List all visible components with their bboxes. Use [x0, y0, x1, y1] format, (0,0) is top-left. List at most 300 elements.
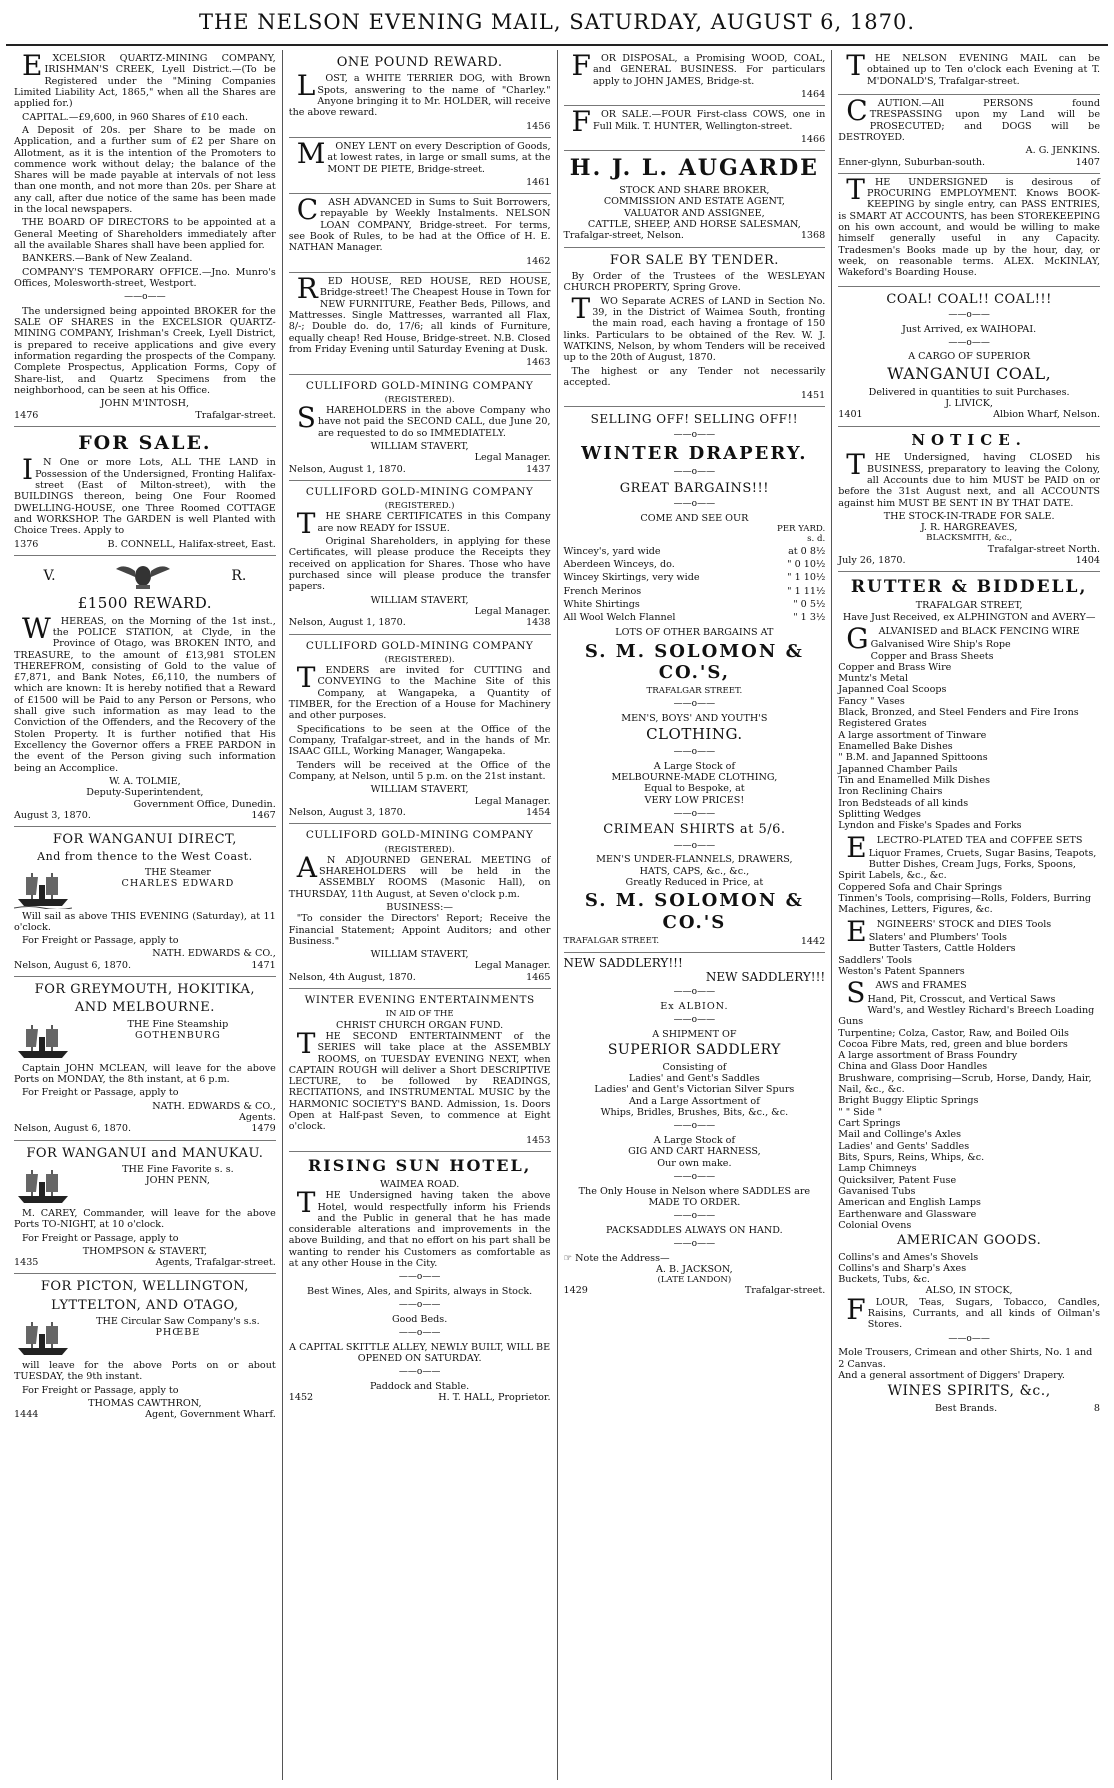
rutter-diggers: And a general assortment of Diggers' Drapery. — [838, 1369, 1065, 1381]
mckinlay-body: THE UNDERSIGNED is desirous of PROCURING EMPLOYMENT. Knows BOOK-KEEPING by single entry, can PASS ENTRIES, is SMART AT ACCOUNTS, has been STOREKEEPING on his own account, and would be willing to make himself generally useful in any Capacity. Tradesmen's Books made up by the hour, day, or week, on reasonable terms. ALEX. McKINLAY, Wakeford's Boarding House. — [838, 172, 1100, 279]
ad-number: 1442 — [800, 935, 826, 947]
drapery-low: VERY LOW PRICES! — [644, 794, 745, 806]
list-item: Bright Buggy Eliptic Springs — [838, 1095, 979, 1107]
list-item: Registered Grates — [838, 718, 927, 730]
culliford3-sig: WILLIAM STAVERT, — [370, 784, 469, 796]
hotel-l4: Paddock and Stable. — [370, 1381, 470, 1393]
item-name: Wincey's, yard wide — [563, 545, 661, 557]
hotel-l2: Good Beds. — [392, 1313, 448, 1325]
ad-one-pound-reward — [289, 50, 551, 138]
column-1 — [8, 50, 283, 1780]
ad-employment — [838, 174, 1100, 287]
ad-caution — [838, 95, 1100, 174]
rutter-electro-body: Liquor Frames, Cruets, Sugar Basins, Teapots, Butter Dishes, Cream Jugs, Forks, Spoons, Spirit Labels, &c., &c. — [838, 847, 1097, 882]
forsale-sig: B. CONNELL, Halifax-street, East. — [107, 538, 276, 550]
picton-title2: LYTTELTON, AND OTAGO, — [51, 1297, 239, 1313]
forsale-body: IN One or more Lots, ALL THE LAND in Possession of the Undersigned, Fronting Halifax-street (East of Milton-street), with the BUILDINGS thereon, being One Four Roomed DWELLING-HOUSE, one Three Roomed COTTAGE and WORKSHOP. The GARDEN is well Planted with Choice Trees. Apply to — [14, 453, 276, 537]
ad-number: 1407 — [1075, 156, 1100, 168]
columns — [8, 50, 1106, 1780]
wanganui-ship-name: CHARLES EDWARD — [121, 877, 235, 889]
picton-steamer: THE Circular Saw Company's s.s. — [96, 1316, 260, 1328]
money-body: MONEY LENT on every Description of Goods, at lowest rates, in large or small sums, at the MONT DE PIETE, Bridge-street. — [296, 136, 551, 175]
item-price: " 1 10½ — [787, 572, 826, 584]
masthead: THE NELSON EVENING MAIL, SATURDAY, AUGUST 6, 1870. — [6, 0, 1108, 46]
list-item: Iron Bedsteads of all kinds — [838, 797, 969, 809]
culliford1-body: SHAREHOLDERS in the above Company who have not paid the SECOND CALL, due June 20, are requested to do so IMMEDIATELY. — [296, 401, 551, 439]
rutter-brands: Best Brands. — [934, 1402, 998, 1414]
list-item: Cart Springs — [838, 1118, 901, 1130]
ad-number: 1437 — [526, 463, 551, 475]
manukau-body: M. CAREY, Commander, will leave for the above Ports TO-NIGHT, at 10 o'clock. — [14, 1207, 276, 1231]
list-item: Japanned Chamber Pails — [838, 763, 958, 775]
culliford2-date: Nelson, August 1, 1870. — [288, 617, 406, 629]
ad-number: 1452 — [288, 1392, 314, 1404]
drapery-bargains: GREAT BARGAINS!!! — [619, 481, 769, 497]
reward-date: August 3, 1870. — [14, 809, 91, 821]
cows-body: FOR SALE.—FOUR First-class COWS, one in Full Milk. T. HUNTER, Wellington-street. — [571, 105, 826, 139]
ad-number: 1368 — [800, 230, 826, 242]
hotel-sig: H. T. HALL, Proprietor. — [438, 1392, 551, 1404]
drapery-mens: MEN'S, BOYS' AND YOUTH'S — [621, 713, 768, 725]
winter-title: WINTER EVENING ENTERTAINMENTS — [304, 994, 535, 1007]
coal-sig: J. LIVICK, — [945, 397, 993, 409]
picton-agent: THOMAS CAWTHRON, — [88, 1398, 202, 1410]
greymouth-title1: FOR GREYMOUTH, HOKITIKA, — [34, 982, 256, 998]
coal-name: WANGANUI COAL, — [887, 363, 1052, 383]
ad-culliford-4 — [289, 824, 551, 989]
culliford1-reg: (REGISTERED). — [384, 394, 455, 405]
price-row — [564, 598, 826, 611]
drapery-under: MEN'S UNDER-FLANNELS, DRAWERS, — [596, 854, 793, 866]
saddlery-own: Our own make. — [657, 1157, 732, 1169]
ad-money-lent — [289, 138, 551, 194]
royal-arms-icon — [114, 559, 172, 593]
list-item: Splitting Wedges — [838, 808, 921, 820]
coal-place: Albion Wharf, Nelson. — [993, 409, 1100, 421]
list-item: Tinmen's Tools, comprising—Rolls, Folders, Burring Machines, Letters, Figures, &c. — [838, 893, 1092, 916]
culliford4-business: BUSINESS:— — [386, 901, 453, 913]
ad-number: 1462 — [526, 255, 551, 267]
drapery-street2: TRAFALGAR STREET. — [563, 935, 660, 946]
wanganui-body: Will sail as above THIS EVENING (Saturday), at 11 o'clock. — [14, 910, 276, 933]
cash-body: CASH ADVANCED in Sums to Suit Borrowers, repayable by Weekly Instalments. NELSON LOAN COMPANY, Bridge-street. For terms, see Book of Rules, to be had at the Office of H. E. NATHAN Manager. — [288, 193, 551, 254]
saddlery-sig: A. B. JACKSON, — [656, 1264, 733, 1275]
ad-number: 1435 — [14, 1257, 39, 1269]
ad-number: 8 — [1093, 1402, 1100, 1414]
picton-freight: For Freight or Passage, apply to — [22, 1384, 179, 1396]
tender-title: FOR SALE BY TENDER. — [609, 252, 779, 268]
coal-title: COAL! COAL!! COAL!!! — [886, 291, 1052, 307]
ad-notice — [838, 427, 1100, 573]
augarde-l1: STOCK AND SHARE BROKER, — [619, 185, 770, 197]
culliford3-title: CULLIFORD GOLD-MINING COMPANY — [305, 639, 534, 652]
reward-body: WHEREAS, on the Morning of the 1st inst., the POLICE STATION, at Clyde, in the Province of Otago, was BROKEN INTO, and TREASURE, to the amount of £13,981 STOLEN THEREFROM, consisting of Gold to the value of £7,871, and Bank Notes, £6,110, the numbers of which are known: It is hereby notified that a Reward of £1500 will be Paid to any Person or Persons, who shall give such information as may lead to the Conviction of the Offenders, and the Recovery of the Stolen Property. It is further notified that His Excellency the Governor offers a FREE PARDON in the event of the Person giving such information being an Accomplice. — [14, 611, 276, 774]
list-item: Weston's Patent Spanners — [838, 965, 965, 977]
ad-excelsior — [14, 50, 276, 427]
saddlery-pack: PACKSADDLES ALWAYS ON HAND. — [606, 1224, 783, 1236]
culliford2-sig: WILLIAM STAVERT, — [370, 594, 469, 606]
item-price: at 0 8½ — [788, 545, 826, 557]
wanganui-freight: For Freight or Passage, apply to — [22, 935, 179, 947]
column-4 — [832, 50, 1106, 1780]
ad-tender — [564, 248, 826, 408]
ad-for-sale — [14, 427, 276, 556]
winter-body: THE SECOND ENTERTAINMENT of the SERIES will take place at the ASSEMBLY ROOMS, on TUESDAY EVENING NEXT, when CAPTAIN ROUGH will deliver a Short DESCRIPTIVE LECTURE, to be followed by READINGS, RECITATIONS, and INSTRUMENTAL MUSIC by the HARMONIC SOCIETY'S BAND. Admission, 1s. Doors Open at Half-past Seven, to commence at Eight o'clock. — [288, 1026, 551, 1133]
ad-number: 1467 — [251, 809, 276, 821]
list-item: Cocoa Fibre Mats, red, green and blue borders — [838, 1038, 1068, 1050]
culliford3-reg: (REGISTERED). — [384, 654, 455, 665]
vr-v: V. — [43, 567, 56, 584]
item-price: " 0 5½ — [793, 598, 826, 610]
culliford1-date: Nelson, August 1, 1870. — [288, 463, 406, 475]
disposal-body: FOR DISPOSAL, a Promising WOOD, COAL, and GENERAL BUSINESS. For particulars apply to JOHN JAMES, Bridge-st. — [571, 50, 826, 87]
ad-cash-advanced — [289, 194, 551, 273]
greymouth-agents: Agents. — [238, 1111, 276, 1123]
ad-evening-mail — [838, 50, 1100, 95]
drapery-melb: MELBOURNE-MADE CLOTHING, — [611, 771, 778, 783]
wanganui-title2: And from thence to the West Coast. — [37, 849, 253, 863]
drapery-selling: SELLING OFF! SELLING OFF!! — [590, 412, 799, 427]
excelsior-capital: CAPITAL.—£9,600, in 960 Shares of £10 each. — [22, 111, 249, 123]
ad-red-house — [289, 273, 551, 375]
coal-arrived: Just Arrived, ex WAIHOPAI. — [902, 323, 1037, 335]
list-item: Butter Tasters, Cattle Holders — [868, 943, 1016, 955]
list-item: Japanned Coal Scoops — [838, 684, 947, 696]
wanganui-date: Nelson, August 6, 1870. — [14, 959, 132, 971]
picton-ship-name: PHŒBE — [155, 1327, 201, 1339]
list-item: " B.M. and Japanned Spittoons — [838, 752, 988, 764]
wanganui-agent: NATH. EDWARDS & CO., — [152, 948, 276, 960]
notice-sig: J. R. HARGREAVES, — [920, 522, 1018, 534]
augarde-l3: VALUATOR AND ASSIGNEE, — [624, 207, 765, 219]
notice-stock: THE STOCK-IN-TRADE FOR SALE. — [883, 510, 1055, 522]
drapery-firm: S. M. SOLOMON & CO.'S, — [584, 640, 804, 684]
ad-reward-1500 — [14, 556, 276, 827]
list-item: Ward's, and Westley Richard's Breech Loading Guns — [838, 1004, 1095, 1028]
list-item: Lyndon and Fiske's Spades and Forks — [838, 820, 1022, 832]
winter-sub: IN AID OF THE — [385, 1009, 454, 1020]
mail-body: THE NELSON EVENING MAIL can be obtained up to Ten o'clock each Evening at T. M'DONALD'S, Trafalgar-street. — [846, 50, 1100, 87]
winter-sub2: CHRIST CHURCH ORGAN FUND. — [336, 1019, 504, 1031]
hotel-sub: WAIMEA ROAD. — [379, 1178, 460, 1190]
ad-winter-entertainments — [289, 989, 551, 1152]
saddlery-ex: Ex ALBION. — [660, 1001, 729, 1013]
reward-sig2: Deputy-Superintendent, — [86, 787, 204, 799]
coal-cargo: A CARGO OF SUPERIOR — [908, 351, 1031, 363]
rutter-title: RUTTER & BIDDELL, — [850, 577, 1088, 598]
list-item: Copper and Brass Wire — [838, 661, 952, 673]
rutter-mole: Mole Trousers, Crimean and other Shirts, No. 1 and 2 Canvas. — [838, 1347, 1093, 1370]
steamship-icon — [14, 869, 72, 909]
forsale-title: FOR SALE. — [78, 431, 212, 454]
culliford2-role: Legal Manager. — [474, 605, 551, 617]
list-item: Lamp Chimneys — [838, 1163, 917, 1175]
drapery-title: WINTER DRAPERY. — [581, 443, 808, 465]
list-item: Quicksilver, Patent Fuse — [838, 1174, 957, 1186]
culliford4-reg: (REGISTERED). — [384, 844, 455, 855]
augarde-l4: CATTLE, SHEEP, AND HORSE SALESMAN, — [587, 219, 801, 231]
ad-number: 1463 — [526, 357, 551, 369]
culliford2-reg: (REGISTERED.) — [384, 501, 455, 512]
ad-number: 1429 — [563, 1285, 588, 1297]
list-item: A large assortment of Tinware — [838, 729, 987, 741]
drapery-sd: s. d. — [807, 534, 826, 545]
saddlery-large: A Large Stock of — [653, 1134, 736, 1146]
coal-deliv: Delivered in quantities to suit Purchases. — [868, 386, 1070, 398]
ad-number: 1451 — [800, 390, 826, 402]
column-3 — [558, 50, 833, 1780]
rutter-eng: ENGINEERS' STOCK and DIES Tools — [846, 914, 1052, 948]
manukau-ship-name: JOHN PENN, — [145, 1175, 210, 1187]
rutter-flour: FLOUR, Teas, Sugars, Tobacco, Candles, Raisins, Currants, and all kinds of Oilman's Stores. — [846, 1292, 1100, 1331]
culliford1-role: Legal Manager. — [474, 452, 551, 464]
list-item: A large assortment of Brass Foundry — [838, 1050, 1018, 1062]
rutter-american: AMERICAN GOODS. — [897, 1233, 1042, 1249]
list-item: Galvanised Wire Ship's Rope — [870, 639, 1011, 651]
drapery-firm2: S. M. SOLOMON & CO.'S — [584, 890, 804, 933]
ad-culliford-2 — [289, 481, 551, 635]
excelsior-broker: The undersigned being appointed BROKER for the SALE OF SHARES in the EXCELSIOR QUARTZ-MINING COMPANY, Irishman's Creek, Lyell District, is prepared to receive applications and give every information regarding the prospects of the Company. Complete Prospectus, Application Forms, Copy of Share-list, and Quartz Specimens from the neighborhood, can be seen at his Office. — [14, 305, 276, 397]
list-item: Turpentine; Colza, Castor, Raw, and Boiled Oils — [838, 1027, 1069, 1039]
list-item: Gavanised Tubs — [838, 1185, 916, 1197]
saddlery-cons: Consisting of — [662, 1061, 727, 1073]
drapery-reduced: Greatly Reduced in Price, at — [625, 877, 764, 889]
culliford4-date: Nelson, 4th August, 1870. — [288, 971, 416, 983]
rutter-galv: GALVANISED and BLACK FENCING WIRE — [846, 621, 1080, 655]
excelsior-place: Trafalgar-street. — [195, 409, 276, 421]
notice-title: NOTICE. — [911, 430, 1027, 449]
culliford3-body3: Tenders will be received at the Office of the Company, at Nelson, until 5 p.m. on the 21st instant. — [288, 759, 551, 782]
reward-sig3: Government Office, Dunedin. — [133, 798, 276, 810]
redhouse-body: RED HOUSE, RED HOUSE, RED HOUSE, Bridge-street! The Cheapest House in Town for NEW FURNITURE, Feather Beds, Pillows, and Mattresses. Single Mattresses, warranted all Flax, 8/-; Double do. do, 17/6; all kinds of Furniture, equally cheap! Red House, Bridge-street. N.B. Closed from Friday Evening until Saturday Evening at Dusk. — [288, 272, 551, 355]
manukau-steamer: THE Fine Favorite s. s. — [122, 1163, 234, 1175]
drapery-crimean: CRIMEAN SHIRTS at 5/6. — [603, 822, 786, 838]
list-item: Bits, Spurs, Reins, Whips, &c. — [838, 1151, 985, 1163]
column-2 — [283, 50, 558, 1780]
ornament-rule: ——o—— — [124, 292, 166, 303]
greymouth-ship-name: GOTHENBURG — [135, 1030, 221, 1042]
saddlery-i3: And a Large Assortment of — [628, 1095, 760, 1107]
price-row — [564, 545, 826, 558]
rutter-saws: SAWS and FRAMES — [846, 976, 967, 1010]
saddlery-street: Trafalgar-street. — [744, 1285, 826, 1297]
culliford4-title: CULLIFORD GOLD-MINING COMPANY — [305, 829, 534, 842]
manukau-agent: THOMPSON & STAVERT, — [82, 1245, 208, 1257]
drapery-hats: HATS, CAPS, &c., &c., — [639, 865, 750, 877]
notice-role: BLACKSMITH, &c., — [926, 533, 1013, 544]
drapery-street: TRAFALGAR STREET. — [646, 686, 743, 697]
list-item: American and English Lamps — [838, 1197, 981, 1209]
saddlery-ship: A SHIPMENT OF — [652, 1028, 737, 1040]
rutter-have: Have Just Received, ex ALPHINGTON and AVERY— — [842, 611, 1096, 623]
ad-number: 1456 — [526, 120, 551, 132]
saddlery-note: Note the Address— — [575, 1252, 670, 1264]
price-row — [564, 585, 826, 598]
saddlery-gig: GIG AND CART HARNESS, — [628, 1146, 761, 1158]
list-item: Muntz's Metal — [838, 673, 909, 685]
ad-number: 1454 — [526, 806, 551, 818]
wanganui-title1: FOR WANGANUI DIRECT, — [52, 832, 237, 848]
list-item: Fancy " Vases — [838, 695, 905, 707]
pound-title: ONE POUND REWARD. — [336, 55, 503, 70]
rutter-wines: WINES SPIRITS, &c., — [887, 1383, 1051, 1400]
drapery-equal: Equal to Bespoke, at — [644, 783, 745, 795]
hotel-l1: Best Wines, Ales, and Spirits, always in Stock. — [307, 1286, 533, 1298]
reward-title: £1500 REWARD. — [77, 593, 213, 612]
list-item: Mail and Collinge's Axles — [838, 1129, 962, 1141]
list-item: " " Side " — [838, 1106, 883, 1118]
culliford2-body2: Original Shareholders, in applying for these Certificates, will please produce the Receipts they received on application for Shares. Those who have purchased since will please produce the transfer papers. — [288, 536, 551, 593]
item-price: " 1 11½ — [787, 585, 826, 597]
culliford1-sig: WILLIAM STAVERT, — [370, 440, 469, 452]
hotel-l3: A CAPITAL SKITTLE ALLEY, NEWLY BUILT, WILL BE OPENED ON SATURDAY. — [289, 1341, 551, 1365]
ad-saddlery: NEW SADDLERY!!! NEW SADDLERY!!! ——o—— Ex ALBION. ——o—— A SHIPMENT OF SUPERIOR SADDLERY Consisting of Ladies' and Gent's Saddles Ladies' and Gent's Victorian Silver Spurs And a Large Assortment of Whips, Bridles, Brushes, Bits, &c., &c. ——o—— A Large Stock of GIG AND CART HARNESS, Our own make. ——o—— The Only House in Nelson where SADDLES are MADE TO ORDER. ——o—— PACKSADDLES ALWAYS ON HAND. ——o—— ☞ Note the Address— A. B. JACKSON, (LATE LANDON) 1429 Trafalgar-street. — [563, 956, 826, 1297]
rutter-also: ALSO, IN STOCK, — [925, 1285, 1013, 1297]
culliford2-title: CULLIFORD GOLD-MINING COMPANY — [305, 485, 534, 498]
saddlery-t1: NEW SADDLERY!!! — [563, 956, 683, 971]
list-item: Black, Bronzed, and Steel Fenders and Fire Irons — [838, 707, 1079, 719]
ad-number: 1401 — [838, 409, 863, 421]
culliford3-body2: Specifications to be seen at the Office of the Company, Trafalgar-street, and in the hands of Mr. ISAAC GILL, Working Manager, Wangapeka. — [288, 723, 551, 758]
ad-rising-sun-hotel: RISING SUN HOTEL, WAIMEA ROAD. THE Undersigned having taken the above Hotel, would respectfully inform his Friends and the Public in general that he has made considerable alterations and improvements in the above Building, and that no effort on his part shall be wanting to render his Customers as comfortable as at any other House in the City. ——o—— Best Wines, Ales, and Spirits, always in Stock. ——o—— Good Beds. ——o—— A CAPITAL SKITTLE ALLEY, NEWLY BUILT, WILL BE OPENED ON SATURDAY. ——o—— Paddock and Stable. 1452 H. T. HALL, Proprietor. — [288, 1156, 551, 1404]
price-row — [564, 611, 826, 624]
vr-r: R. — [231, 567, 247, 584]
augarde-l2: COMMISSION AND ESTATE AGENT, — [603, 196, 785, 208]
notice-date: July 26, 1870. — [838, 554, 906, 566]
culliford2-body: THE SHARE CERTIFICATES in this Company are now READY for ISSUE. — [296, 507, 551, 541]
list-item: Collins's and Ames's Shovels — [838, 1251, 979, 1263]
list-item: Brushware, comprising—Scrub, Horse, Dandy, Hair, Nail, &c., &c. — [838, 1072, 1092, 1096]
excelsior-office: COMPANY'S TEMPORARY OFFICE.—Jno. Munro's Offices, Molesworth-street, Westport. — [14, 266, 276, 289]
excelsior-title: EXCELSIOR QUARTZ-MINING COMPANY, IRISHMAN'S CREEK, Lyell District.—(To be Registered under the "Mining Companies Limited Liability Act, 1865," when all the Shares are applied for.) — [14, 50, 276, 110]
excelsior-sig: JOHN M'INTOSH, — [100, 398, 190, 410]
saddlery-i2: Ladies' and Gent's Victorian Silver Spurs — [594, 1084, 795, 1096]
caution-place: Enner-glynn, Suburban-south. — [838, 156, 986, 168]
steamship-icon — [14, 1318, 72, 1358]
excelsior-deposit: A Deposit of 20s. per Share to be made on Application, and a further sum of £2 per Share on Allotment, as it is the intention of the Promoters to commence work without delay; the balance of the Shares will be made payable at intervals of not less than one month, and not more than 20s. per Share at any call, after due notice of the same has been made in the local newspapers. — [14, 124, 276, 216]
saddlery-i1: Ladies' and Gent's Saddles — [628, 1073, 760, 1085]
ad-winter-drapery: SELLING OFF! SELLING OFF!! ——o—— WINTER DRAPERY. ——o—— GREAT BARGAINS!!! ——o—— COME AND SEE OUR PER YARD. s. d. Wincey's, yard wide at 0 8½ Aberdeen Winceys, do. " 0 10½ Wincey Skirtings, very wide " 1 10½ French Merinos " 1 11½ White Shirtings " 0 5½ All Wool Welch Flannel " 1 3½ LOTS OF OTHER BARGAINS AT S. M. SOLOMON & CO.'S, TRAFALGAR STREET. ——o—— MEN'S, BOYS' AND YOUTH'S CLOTHING. ——o—— A Large Stock of MELBOURNE-MADE CLOTHING, Equal to Bespoke, at VERY LOW PRICES! ——o—— CRIMEAN SHIRTS at 5/6. ——o—— MEN'S UNDER-FLANNELS, DRAWERS, HATS, CAPS, &c., &c., Greatly Reduced in Price, at S. M. SOLOMON & CO.'S TRAFALGAR STREET. 1442 — [564, 407, 826, 953]
list-item: Buckets, Tubs, &c. — [838, 1274, 930, 1286]
saddlery-sup: SUPERIOR SADDLERY — [607, 1042, 781, 1059]
steamship-icon — [14, 1021, 72, 1061]
picton-title1: FOR PICTON, WELLINGTON, — [40, 1279, 249, 1295]
rutter-list1 — [838, 639, 1100, 831]
ad-rutter-biddell: RUTTER & BIDDELL, TRAFALGAR STREET, Have Just Received, ex ALPHINGTON and AVERY— GALVANISED and BLACK FENCING WIRE Galvanised Wire Ship's Rope Copper and Brass Sheets Copper and Brass Wire Muntz's Metal Japanned Coal Scoops Fancy " Vases Black, Bronzed, and Steel Fenders and Fire Irons Registered Grates A large assortment of Tinware Enamelled Bake Dishes " B.M. and Japanned Spittoons Japanned Chamber Pails Tin and Enamelled Milk Dishes Iron Reclining Chairs Iron Bedsteads of all kinds Splitting Wedges Lyndon and Fiske's Spades and Forks ELECTRO-PLATED TEA and COFFEE SETS Liquor Frames, Cruets, Sugar Basins, Teapots, Butter Dishes, Cream Jugs, Forks, Spoons, Spirit Labels, &c., &c. Coppered Sofa and Chair Springs Tinmen's Tools, comprising—Rolls, Folders, Burring Machines, Letters, Figures, &c. ENGINEERS' STOCK and DIES Tools Slaters' and Plumbers' Tools Butter Tasters, Cattle Holders Saddlers' Tools Weston's Patent Spanners SAWS and FRAMES Hand, Pit, Crosscut, and Vertical Saws Ward's, and Westley Richard's Breech Loading Guns Turpentine; Colza, Castor, Raw, and Boiled Oils Cocoa Fibre Mats, red, green and blue borders A large assortment of Brass Foundry China and Glass Door Handles Brushware, comprising—Scrub, Horse, Dandy, Hair, Nail, &c., &c. Bright Buggy Eliptic Springs " " Side " Cart Springs Mail and Collinge's Axles Ladies' and Gents' Saddles Bits, Spurs, Reins, Whips, &c. Lamp Chimneys Quicksilver, Patent Fuse Gavanised Tubs American and English Lamps Earthenware and Glassware Colonial Ovens AMERICAN GOODS. Collins's and Ames's Shovels Collins's and Sharp's Axes Buckets, Tubs, &c. ALSO, IN STOCK, FLOUR, Teas, Sugars, Tobacco, Candles, Raisins, Currants, and all kinds of Oilman's Stores. ——o—— Mole Trousers, Crimean and other Shirts, No. 1 and 2 Canvas. And a general assortment of Diggers' Drapery. WINES SPIRITS, &c., Best Brands. 8 — [838, 577, 1100, 1414]
picton-agents: Agent, Government Wharf. — [145, 1409, 276, 1421]
ad-number: 1404 — [1075, 554, 1100, 566]
item-name: Aberdeen Winceys, do. — [563, 558, 675, 570]
notice-body: THE Undersigned, having CLOSED his BUSINESS, preparatory to leaving the Colony, all Accounts due to him MUST be PAID on or before the 31st August next, and all ACCOUNTS against him MUST BE SENT IN BY THAT DATE. — [838, 448, 1100, 509]
saddlery-t2: NEW SADDLERY!!! — [705, 970, 826, 985]
price-row — [564, 558, 826, 571]
caution-sig: A. G. JENKINS. — [1025, 145, 1100, 157]
rutter-electro: ELECTRO-PLATED TEA and COFFEE SETS — [846, 830, 1083, 864]
drapery-peryard: PER YARD. — [776, 524, 826, 535]
ad-number: 1444 — [14, 1409, 39, 1421]
price-row — [564, 571, 826, 584]
ad-number: 1464 — [800, 88, 826, 100]
notice-place: Trafalgar-street North. — [987, 543, 1100, 555]
greymouth-freight: For Freight or Passage, apply to — [22, 1087, 179, 1099]
ad-culliford-3 — [289, 635, 551, 825]
ad-augarde — [564, 151, 826, 248]
list-item: Enamelled Bake Dishes — [838, 741, 953, 753]
list-item: Coppered Sofa and Chair Springs — [838, 881, 1003, 893]
saddlery-note-row — [564, 1253, 826, 1264]
tender-body2: The highest or any Tender not necessarily accepted. — [563, 365, 826, 388]
culliford4-body: AN ADJOURNED GENERAL MEETING of SHAREHOLDERS will be held in the ASSEMBLY ROOMS (Masonic Hall), on THURSDAY, 11th August, at Seven o'clock p.m. — [288, 850, 551, 900]
ad-number: 1453 — [526, 1134, 551, 1146]
steamship-icon — [14, 1166, 72, 1206]
list-item: Saddlers' Tools — [838, 954, 912, 966]
rutter-street: TRAFALGAR STREET, — [915, 600, 1023, 612]
culliford4-role: Legal Manager. — [474, 960, 551, 972]
ad-number: 1465 — [526, 971, 551, 983]
wanganui-steamer: THE Steamer — [144, 866, 211, 878]
ad-number: 1476 — [14, 409, 39, 421]
ad-number: 1471 — [251, 959, 276, 971]
culliford3-role: Legal Manager. — [474, 795, 551, 807]
greymouth-title2: AND MELBOURNE. — [74, 1000, 215, 1016]
culliford3-body: TENDERS are invited for CUTTING and CONVEYING to the Machine Site of this Company, at Wangapeka, a Quantity of TIMBER, for the Erection of a House for Machinery and other purposes. — [288, 661, 551, 722]
saddlery-i4: Whips, Bridles, Brushes, Bits, &c., &c. — [600, 1107, 789, 1119]
list-item: Ladies' and Gents' Saddles — [838, 1140, 970, 1152]
list-item: Tin and Enamelled Milk Dishes — [838, 774, 991, 786]
culliford3-date: Nelson, August 3, 1870. — [288, 806, 406, 818]
list-item: Collins's and Sharp's Axes — [838, 1262, 967, 1274]
caution-body: CAUTION.—All PERSONS found TRESPASSING upon my Land will be PROSECUTED; and DOGS will be DESTROYED. — [838, 93, 1100, 143]
list-item: Earthenware and Glassware — [838, 1208, 977, 1220]
ad-disposal — [564, 50, 826, 106]
pound-body: LOST, a WHITE TERRIER DOG, with Brown Spots, answering to the name of "Charley." Anyone bringing it to Mr. HOLDER, will receive the above reward. — [288, 69, 551, 119]
drapery-come: COME AND SEE OUR — [640, 513, 749, 525]
drapery-large: A Large Stock of — [653, 760, 736, 772]
reward-sig1: W. A. TOLMIE, — [109, 775, 181, 787]
ad-number: 1461 — [526, 176, 551, 188]
manukau-freight: For Freight or Passage, apply to — [22, 1232, 179, 1244]
excelsior-board: THE BOARD OF DIRECTORS to be appointed at a General Meeting of Shareholders immediately after all the available Shares shall have been applied for. — [14, 217, 276, 251]
culliford1-title: CULLIFORD GOLD-MINING COMPANY — [305, 379, 534, 392]
saddlery-late: (LATE LANDON) — [657, 1275, 732, 1286]
item-name: All Wool Welch Flannel — [563, 612, 676, 624]
ad-greymouth — [14, 977, 276, 1141]
greymouth-body: Captain JOHN MCLEAN, will leave for the above Ports on MONDAY, the 8th instant, at 6 p.m. — [14, 1062, 276, 1086]
item-price: " 0 10½ — [787, 558, 826, 570]
list-item: Iron Reclining Chairs — [838, 786, 943, 798]
list-item: Slaters' and Plumbers' Tools — [868, 932, 1007, 944]
greymouth-date: Nelson, August 6, 1870. — [14, 1123, 132, 1135]
ad-wanganui-direct — [14, 827, 276, 977]
ad-coal: COAL! COAL!! COAL!!! ——o—— Just Arrived, ex WAIHOPAI. ——o—— A CARGO OF SUPERIOR WANGANUI COAL, Delivered in quantities to suit Purchases. J. LIVICK, 1401 Albion Wharf, Nelson. — [838, 287, 1100, 427]
hotel-title: RISING SUN HOTEL, — [307, 1156, 532, 1176]
ad-number: 1466 — [800, 133, 826, 145]
tender-body: TWO Separate ACRES of LAND in Section No. 39, in the District of Waimea South, fronting the main road, each having a frontage of 150 links. Particulars to be obtained of the Rev. W. J. WATKINS, Nelson, by whom Tenders will be received up to the 20th of August, 1870. — [563, 291, 826, 364]
tender-intro: By Order of the Trustees of the WESLEYAN CHURCH PROPERTY, Spring Grove. — [563, 271, 826, 294]
item-name: French Merinos — [563, 585, 642, 597]
ad-number: 1438 — [526, 617, 551, 629]
ad-culliford-1 — [289, 375, 551, 481]
ad-number: 1376 — [14, 538, 39, 550]
drapery-lots: LOTS OF OTHER BARGAINS AT — [615, 627, 774, 639]
price-list — [564, 545, 826, 625]
manukau-agents: Agents, Trafalgar-street. — [155, 1257, 276, 1269]
saddlery-only: The Only House in Nelson where SADDLES are MADE TO ORDER. — [578, 1185, 811, 1208]
culliford4-body2: "To consider the Directors' Report; Receive the Financial Statement; Appoint Auditors; and other Business." — [288, 913, 551, 947]
rutter-saws-body: Hand, Pit, Crosscut, and Vertical Saws — [867, 993, 1056, 1005]
manukau-title: FOR WANGANUI and MANUKAU. — [26, 1145, 264, 1161]
pointing-hand-icon: ☞ — [563, 1252, 576, 1264]
